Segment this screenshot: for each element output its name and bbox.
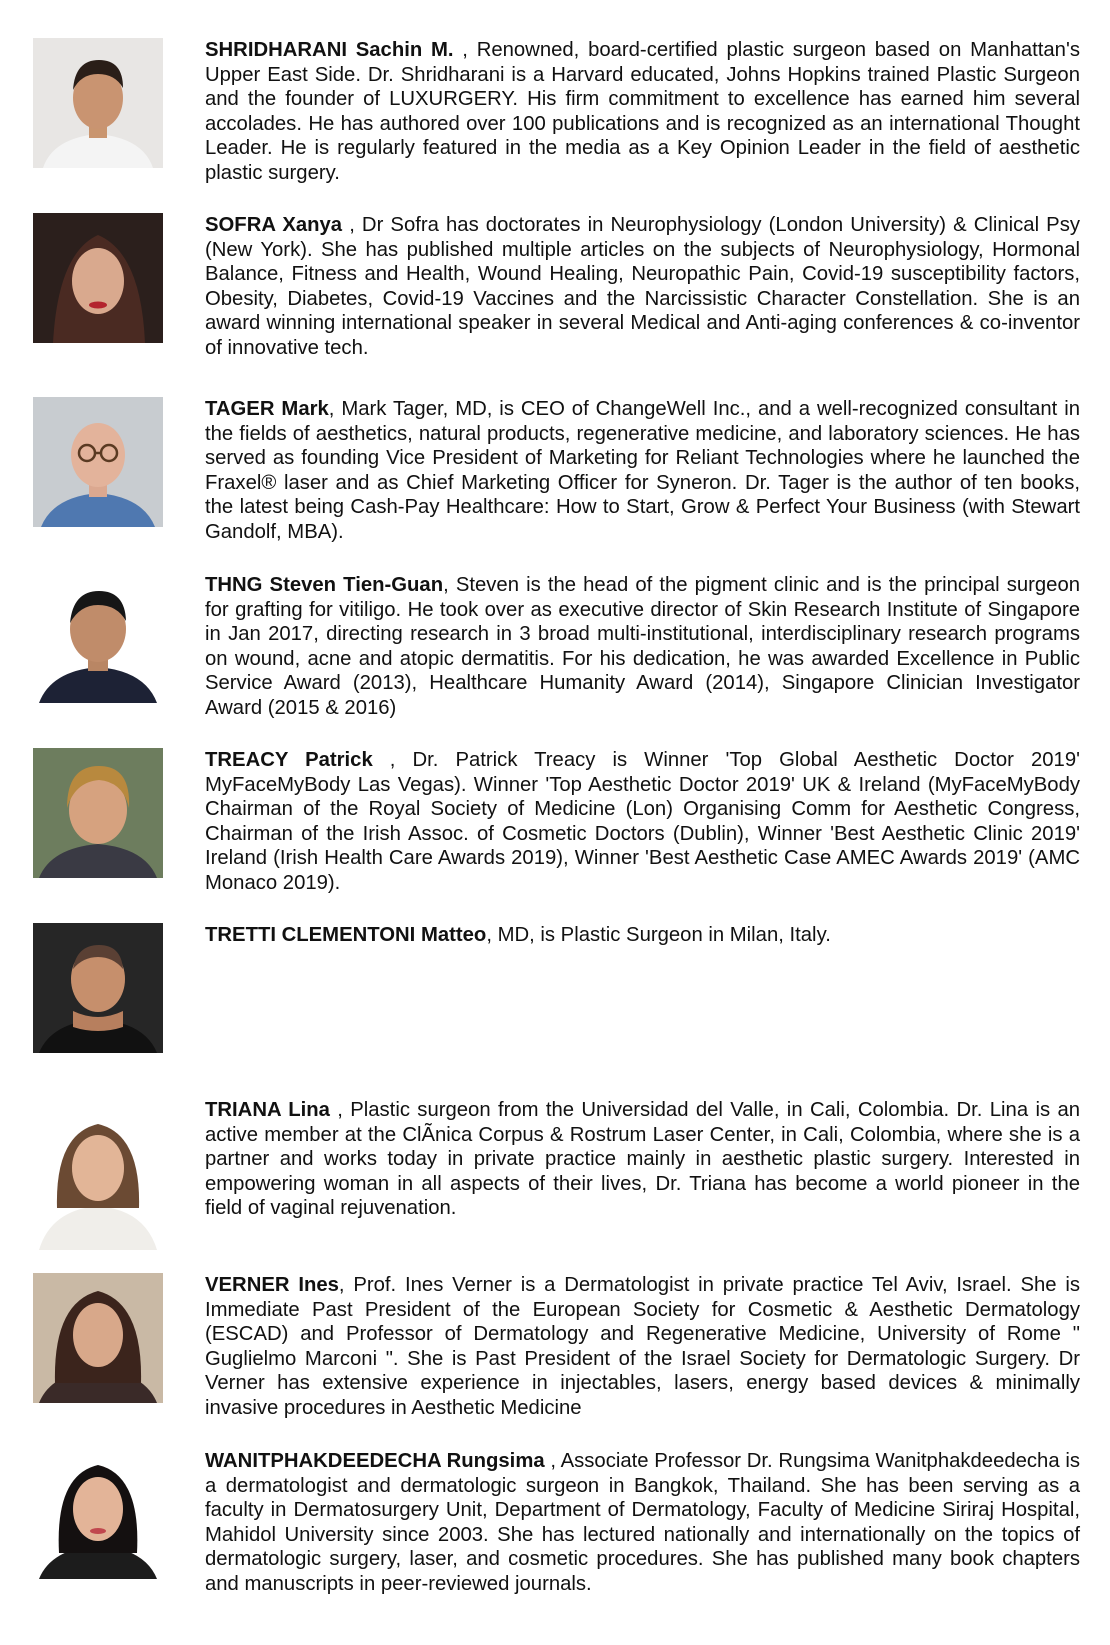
speaker-description: , MD, is Plastic Surgeon in Milan, Italy. — [486, 924, 831, 946]
portrait-woman-icon — [33, 1449, 163, 1579]
speaker-description: , Associate Professor Dr. Rungsima Wanitphakdeedecha is a dermatologist and dermatologic surgeon in Bangkok, Thailand. She has been serving as a faculty in Dermatosurgery Unit, Department of Dermatology, Faculty of Medicine Siriraj Hospital, Mahidol University since 2003. She has lectured nationally and internationally on the topics of dermatologic surgery, laser, and cosmetic procedures. She has published many book chapters and manuscripts in peer-reviewed journals. — [205, 1450, 1080, 1595]
speaker-description: , Dr. Patrick Treacy is Winner 'Top Global Aesthetic Doctor 2019' MyFaceMyBody Las Vegas). Winner 'Top Aesthetic Doctor 2019' UK & Ireland (MyFaceMyBody Chairman of the Royal Society of Medicine (Lon) Organising Comm for Aesthetic Congress, Chairman of the Irish Assoc. of Cosmetic Doctors (Dublin), Winner 'Best Aesthetic Clinic 2019' Ireland (Irish Health Care Awards 2019), Winner 'Best Aesthetic Case AMEC Awards 2019' (AMC Monaco 2019). — [205, 749, 1080, 894]
speaker-name: SHRIDHARANI Sachin M. — [205, 39, 454, 61]
speaker-photo — [33, 1273, 163, 1403]
portrait-man-icon — [33, 38, 163, 168]
speaker-photo — [33, 213, 163, 343]
speaker-bio — [205, 923, 1080, 948]
speaker-bio — [205, 38, 1080, 186]
speaker-photo — [33, 397, 163, 527]
speaker-description: , Steven is the head of the pigment clinic and is the principal surgeon for grafting for vitiligo. He took over as executive director of Skin Research Institute of Singapore in Jan 2017, directing research in 3 broad multi-institutional, interdisciplinary research programs on wound, acne and atopic dermatitis. For his dedication, he was awarded Excellence in Public Service Award (2013), Healthcare Humanity Award (2014), Singapore Clinician Investigator Award (2015 & 2016) — [205, 574, 1080, 719]
portrait-man-icon — [33, 748, 163, 878]
speaker-bio — [205, 397, 1080, 545]
portrait-woman-icon — [33, 1098, 163, 1250]
portrait-woman-icon — [33, 213, 163, 343]
speaker-name: SOFRA Xanya — [205, 214, 343, 236]
speaker-description: , Prof. Ines Verner is a Dermatologist in private practice Tel Aviv, Israel. She is Immediate Past President of the European Society for Cosmetic & Aesthetic Dermatology (ESCAD) and Professor of Dermatology and Regenerative Medicine, University of Rome " Guglielmo Marconi ". She is Past President of the Israel Society for Dermatologic Surgery. Dr Verner has extensive experience in injectables, lasers, energy based devices & minimally invasive procedures in Aesthetic Medicine — [205, 1274, 1080, 1419]
speaker-description: , Dr Sofra has doctorates in Neurophysiology (London University) & Clinical Psy (New York). She has published multiple articles on the subjects of Neurophysiology, Hormonal Balance, Fitness and Health, Wound Healing, Neuropathic Pain, Covid-19 susceptibility factors, Obesity, Diabetes, Covid-19 Vaccines and the Narcissistic Character Constellation. She is an award winning international speaker in several Medical and Anti-aging conferences & co-inventor of innovative tech. — [205, 214, 1080, 359]
speaker-bio — [205, 213, 1080, 361]
portrait-man-glasses-icon — [33, 397, 163, 527]
speaker-name: TRIANA Lina — [205, 1099, 330, 1121]
speaker-bio — [205, 748, 1080, 896]
speaker-description: , Mark Tager, MD, is CEO of ChangeWell Inc., and a well-recognized consultant in the fields of aesthetics, natural products, regenerative medicine, and laboratory sciences. He has served as founding Vice President of Marketing for Reliant Technologies where he launched the Fraxel® laser and as Chief Marketing Officer for Syneron. Dr. Tager is the author of ten books, the latest being Cash-Pay Healthcare: How to Start, Grow & Perfect Your Business (with Stewart Gandolf, MBA). — [205, 398, 1080, 543]
speaker-photo — [33, 38, 163, 168]
speaker-bio — [205, 1449, 1080, 1597]
speaker-photo — [33, 748, 163, 878]
speaker-bio — [205, 573, 1080, 721]
speaker-description: , Renowned, board-certified plastic surgeon based on Manhattan's Upper East Side. Dr. Shridharani is a Harvard educated, Johns Hopkins trained Plastic Surgeon and the founder of LUXURGERY. His firm commitment to excellence has earned him several accolades. He has authored over 100 publications and is recognized as an international Thought Leader. He is regularly featured in the media as a Key Opinion Leader in the field of aesthetic plastic surgery. — [205, 39, 1080, 184]
speaker-name: TREACY Patrick — [205, 749, 373, 771]
speaker-photo — [33, 573, 163, 703]
speaker-name: THNG Steven Tien-Guan — [205, 574, 444, 596]
speaker-name: TRETTI CLEMENTONI Matteo — [205, 924, 487, 946]
speaker-name: WANITPHAKDEEDECHA Rungsima — [205, 1450, 545, 1472]
speaker-description: , Plastic surgeon from the Universidad del Valle, in Cali, Colombia. Dr. Lina is an active member at the ClÃnica Corpus & Rostrum Laser Center, in Cali, Colombia, where she is a partner and works today in private practice mainly in aesthetic plastic surgery. Interested in empowering woman in all aspects of their lives, Dr. Triana has become a world pioneer in the field of vaginal rejuvenation. — [205, 1099, 1081, 1220]
portrait-man-icon — [33, 573, 163, 703]
speaker-name: VERNER Ines — [205, 1274, 339, 1296]
portrait-man-icon — [33, 923, 163, 1053]
speaker-bio — [205, 1098, 1080, 1221]
speaker-name: TAGER Mark — [205, 398, 329, 420]
speaker-bio — [205, 1273, 1080, 1421]
speaker-photo — [33, 1449, 163, 1579]
portrait-woman-icon — [33, 1273, 163, 1403]
speaker-photo — [33, 923, 163, 1053]
speaker-photo — [33, 1098, 163, 1250]
